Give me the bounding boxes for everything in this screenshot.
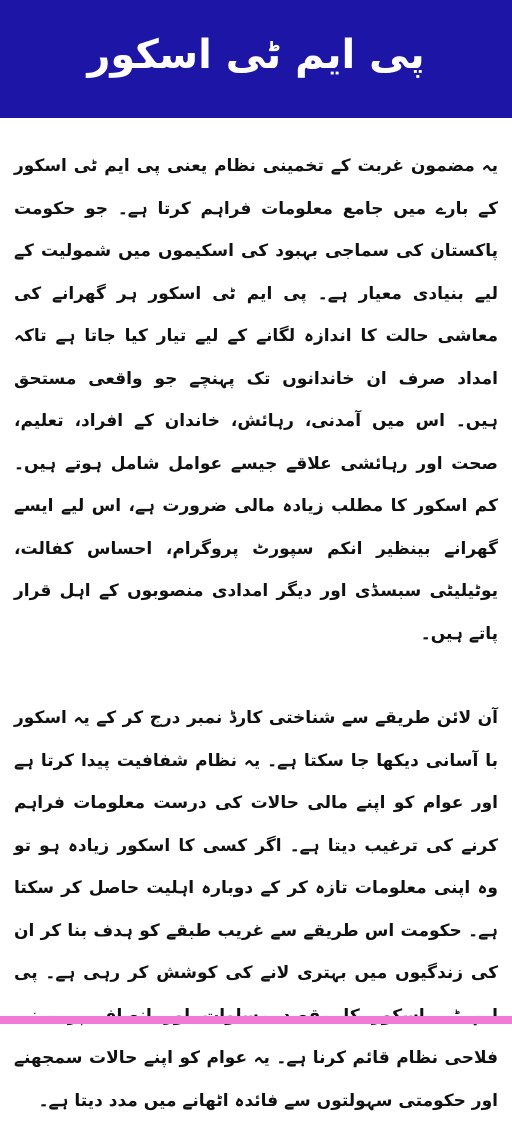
article-paragraph-2: آن لائن طریقے سے شناختی کارڈ نمبر درج کر کے یہ اسکور با آسانی دیکھا جا سکتا ہے۔ یہ نظام شفافیت پیدا کرتا ہے اور عوام کو اپنے مالی حالات کی درست معلومات فراہم کرنے کی ترغیب دیتا ہے۔ اگر کسی کا اسکور زیادہ ہو تو وہ اپنی معلومات تازہ کر کے دوبارہ اہلیت حاصل کر سکتا ہے۔ حکومت اس طریقے سے غریب طبقے کو ہدف بنا کر ان کی زندگیوں میں بہتری لانے کی کوشش کر رہی ہے۔ پی فلاحی نظام قائم کرنا ہے۔ یہ عوام کو اپنے حالات سمجھنے اور حکومتی سہولتوں سے فائدہ اٹھانے میں مدد دیتا ہے۔	[14, 708, 498, 1111]
footer-accent-bar	[0, 1016, 512, 1024]
page-title: پی ایم ٹی اسکور	[87, 32, 425, 78]
article-paragraph-1: یہ مضمون غربت کے تخمینی نظام یعنی پی ایم ٹی اسکور کے بارے میں جامع معلومات فراہم کرتا ہے۔ جو حکومت پاکستان کی سماجی بہبود کی اسکیموں میں شمولیت کے لیے بنیادی معیار ہے۔ پی ایم ٹی اسکور ہر گھرانے کی معاشی حالت کا اندازہ لگانے کے لیے تیار کیا جاتا ہے تاکہ امداد صرف ان خاندانوں تک پہنچے جو واقعی مستحق ہیں۔ اس میں آمدنی، رہائش، خاندان کے افراد، تعلیم، صحت اور رہائشی علاقے جیسے عوامل شامل ہوتے ہیں۔ کم اسکور کا مطلب زیادہ مالی ضرورت ہے، اس لیے ایسے گھرانے بینظیر انکم سپورٹ پروگرام، احساس کفالت، یوٹیلیٹی سبسڈی اور دیگر امدادی منصوبوں کے اہل قرار پاتے ہیں۔	[14, 156, 498, 644]
header-banner	[0, 0, 512, 118]
article-body	[14, 145, 498, 1122]
